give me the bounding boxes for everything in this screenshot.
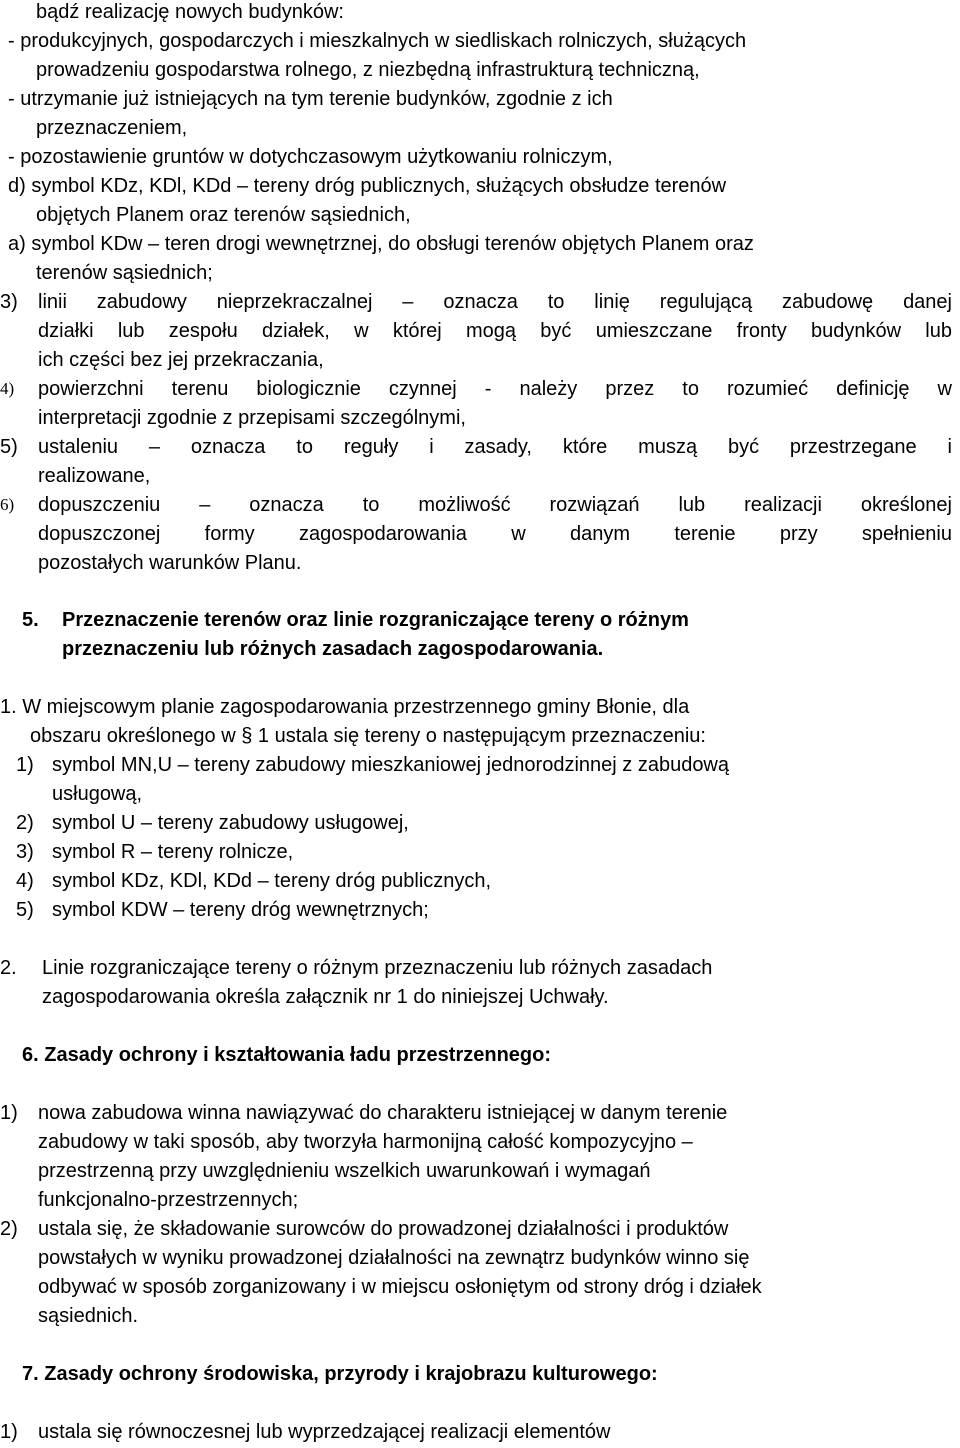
definition-line: linii zabudowy nieprzekraczalnej – oznacza to linię regulującą zabudowę danej (38, 291, 952, 313)
list-item: odbywać w sposób zorganizowany i w miejscu osłoniętym od strony dróg i działek (38, 1276, 762, 1298)
definition-line: dopuszczonej formy zagospodarowania w danym terenie przy spełnieniu (38, 523, 952, 545)
list-item: przestrzenną przy uwzględnieniu wszelkich uwarunkowań i wymagań (38, 1160, 651, 1182)
intro-line: - utrzymanie już istniejących na tym terenie budynków, zgodnie z ich (8, 88, 613, 110)
intro-line: terenów sąsiednich; (36, 262, 213, 284)
intro-line: prowadzeniu gospodarstwa rolnego, z niezbędną infrastrukturą techniczną, (36, 59, 700, 81)
list-item: zabudowy w taki sposób, aby tworzyła harmonijną całość kompozycyjno – (38, 1131, 693, 1153)
definition-line: pozostałych warunków Planu. (38, 552, 302, 574)
list-item: symbol U – tereny zabudowy usługowej, (52, 812, 409, 834)
definition-line: powierzchni terenu biologicznie czynnej - należy przez to rozumieć definicję w (38, 378, 952, 400)
list-item: usługową, (52, 783, 143, 805)
paragraph-line: 1. W miejscowym planie zagospodarowania przestrzennego gminy Błonie, dla (0, 696, 690, 718)
intro-line: bądź realizację nowych budynków: (36, 1, 344, 23)
list-item: symbol MN,U – tereny zabudowy mieszkaniowej jednorodzinnej z zabudową (52, 754, 730, 776)
list-item: ustala się, że składowanie surowców do prowadzonej działalności i produktów (38, 1218, 729, 1240)
list-number: 2) (16, 812, 34, 834)
list-number: 3) (0, 291, 18, 313)
list-number: 5) (0, 436, 18, 458)
definition-line: dopuszczeniu – oznacza to możliwość rozwiązań lub realizacji określonej (38, 494, 952, 516)
section-title: przeznaczeniu lub różnych zasadach zagospodarowania. (62, 638, 604, 660)
list-item: symbol R – tereny rolnicze, (52, 841, 294, 863)
list-number: 4) (0, 379, 15, 398)
intro-line: a) symbol KDw – teren drogi wewnętrznej, do obsługi terenów objętych Planem oraz (8, 233, 754, 255)
intro-line: objętych Planem oraz terenów sąsiednich, (36, 204, 411, 226)
list-number: 5) (16, 899, 34, 921)
intro-line: przeznaczeniem, (36, 117, 188, 139)
list-item: powstałych w wyniku prowadzonej działalności na zewnątrz budynków winno się (38, 1247, 750, 1269)
section-number: 5. (22, 609, 39, 631)
list-item: ustala się równoczesnej lub wyprzedzającej realizacji elementów (38, 1421, 611, 1443)
list-item: nowa zabudowa winna nawiązywać do charakteru istniejącej w danym terenie (38, 1102, 728, 1124)
section-title: Przeznaczenie terenów oraz linie rozgraniczające tereny o różnym (62, 609, 689, 631)
list-item: sąsiednich. (38, 1305, 139, 1327)
list-number: 1) (0, 1421, 18, 1443)
definition-line: realizowane, (38, 465, 151, 487)
list-number: 1) (16, 754, 34, 776)
list-number: 2) (0, 1218, 18, 1240)
intro-line: - pozostawienie gruntów w dotychczasowym użytkowaniu rolniczym, (8, 146, 613, 168)
section-title: 7. Zasady ochrony środowiska, przyrody i krajobrazu kulturowego: (22, 1363, 658, 1385)
list-item: symbol KDz, KDl, KDd – tereny dróg publicznych, (52, 870, 492, 892)
list-number: 3) (16, 841, 34, 863)
list-number: 2. (0, 957, 17, 979)
paragraph-line: obszaru określonego w § 1 ustala się tereny o następującym przeznaczeniu: (30, 725, 706, 747)
intro-line: - produkcyjnych, gospodarczych i mieszkalnych w siedliskach rolniczych, służących (8, 30, 747, 52)
intro-line: d) symbol KDz, KDl, KDd – tereny dróg publicznych, służących obsłudze terenów (8, 175, 727, 197)
definition-line: ustaleniu – oznacza to reguły i zasady, które muszą być przestrzegane i (38, 436, 952, 458)
list-item: symbol KDW – tereny dróg wewnętrznych; (52, 899, 429, 921)
list-number: 1) (0, 1102, 18, 1124)
paragraph-line: zagospodarowania określa załącznik nr 1 do niniejszej Uchwały. (42, 986, 609, 1008)
section-title: 6. Zasady ochrony i kształtowania ładu przestrzennego: (22, 1044, 552, 1066)
list-item: funkcjonalno-przestrzennych; (38, 1189, 299, 1211)
paragraph-line: Linie rozgraniczające tereny o różnym przeznaczeniu lub różnych zasadach (42, 957, 713, 979)
list-number: 4) (16, 870, 34, 892)
definition-line: ich części bez jej przekraczania, (38, 349, 324, 371)
definition-line: interpretacji zgodnie z przepisami szczególnymi, (38, 407, 466, 429)
definition-line: działki lub zespołu działek, w której mogą być umieszczane fronty budynków lub (38, 320, 952, 342)
list-number: 6) (0, 495, 15, 514)
